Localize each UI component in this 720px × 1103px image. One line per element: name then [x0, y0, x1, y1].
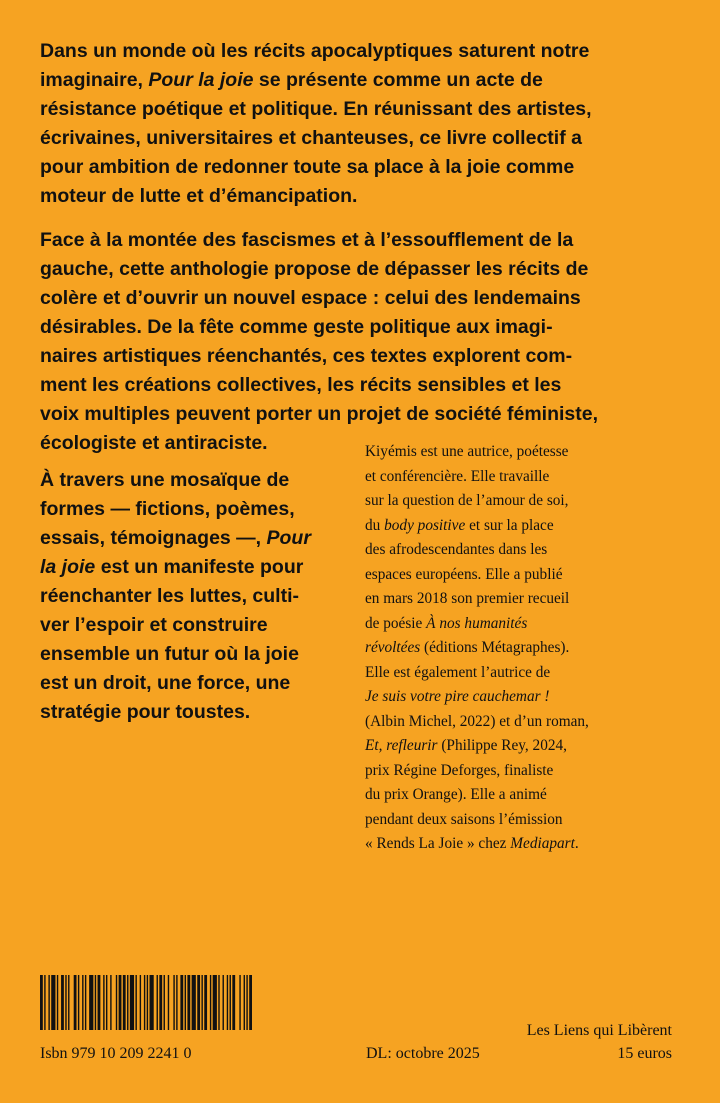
- barcode-bar: [68, 975, 69, 1030]
- barcode-bar: [51, 975, 55, 1030]
- text-line: ment les créations collectives, les récits sensibles et les: [40, 374, 562, 396]
- author-biography: [365, 440, 685, 857]
- italic-title: body positive: [384, 516, 466, 534]
- barcode-bar: [65, 975, 66, 1030]
- barcode-bar: [135, 975, 136, 1030]
- italic-title: Pour la joie: [148, 69, 254, 91]
- barcode-bar: [232, 975, 235, 1030]
- italic-title: Je suis votre pire cauchemar !: [365, 688, 550, 705]
- barcode-bar: [130, 975, 134, 1030]
- barcode-bar: [187, 975, 190, 1030]
- text-line: Face à la montée des fascismes et à l’essoufflement de la: [40, 229, 574, 251]
- text-line: ensemble un futur où la joie: [40, 643, 299, 665]
- text-line: voix multiples peuvent porter un projet de société féministe,: [40, 403, 599, 425]
- barcode-bar: [164, 975, 165, 1030]
- text-line: révoltées (éditions Métagraphes).: [365, 639, 570, 656]
- paragraph-conclusion: [40, 466, 340, 727]
- text-line: écologiste et antiraciste.: [40, 432, 268, 454]
- barcode-bar: [127, 975, 128, 1030]
- text-line: Et, refleurir (Philippe Rey, 2024,: [365, 737, 567, 754]
- text-line: et conférencière. Elle travaille: [365, 467, 550, 485]
- text-line: désirables. De la fête comme geste politique aux imagi-: [40, 316, 553, 338]
- barcode-bar: [239, 975, 240, 1030]
- text-line: en mars 2018 son premier recueil: [365, 590, 570, 607]
- barcode-bar: [180, 975, 183, 1030]
- barcode-bar: [85, 975, 86, 1030]
- barcode-bar: [61, 975, 64, 1030]
- text-line: Kiyémis est une autrice, poétesse: [365, 443, 569, 460]
- paragraph-context: [40, 226, 680, 458]
- text-line: du prix Orange). Elle a animé: [365, 786, 547, 803]
- text-line: stratégie pour toustes.: [40, 701, 251, 723]
- barcode-bar: [48, 975, 49, 1030]
- italic-title: Et, refleurir: [365, 737, 438, 754]
- text-line: colère et d’ouvrir un nouvel espace : celui des lendemains: [40, 287, 581, 309]
- barcode-bar: [57, 975, 58, 1030]
- barcode-bar: [78, 975, 79, 1030]
- italic-title: À nos humanités: [426, 614, 528, 632]
- text-line: de poésie À nos humanités: [365, 614, 528, 632]
- barcode-bar: [95, 975, 96, 1030]
- text-line: espaces européens. Elle a publié: [365, 565, 563, 583]
- barcode-bar: [204, 975, 207, 1030]
- isbn-number: Isbn 979 10 209 2241 0: [40, 1045, 192, 1062]
- barcode-bar: [173, 975, 174, 1030]
- text-line: gauche, cette anthologie propose de dépasser les récits de: [40, 258, 589, 280]
- barcode-bar: [185, 975, 186, 1030]
- text-line: pendant deux saisons l’émission: [365, 810, 563, 828]
- italic-title: Mediapart: [510, 835, 575, 852]
- barcode-bar: [140, 975, 141, 1030]
- text-line: la joie est un manifeste pour: [40, 556, 304, 578]
- barcode-bar: [103, 975, 104, 1030]
- barcode-bar: [40, 975, 43, 1030]
- text-line: est un droit, une force, une: [40, 672, 291, 694]
- barcode-bar: [230, 975, 231, 1030]
- text-line: pour ambition de redonner toute sa place à la joie comme: [40, 156, 575, 178]
- publisher-name: Les Liens qui Libèrent: [526, 1022, 672, 1039]
- barcode-bar: [244, 975, 245, 1030]
- barcode-bar: [249, 975, 252, 1030]
- text-line: prix Régine Deforges, finaliste: [365, 761, 554, 779]
- text-line: imaginaire, Pour la joie se présente comme un acte de: [40, 69, 543, 91]
- barcode-bar: [192, 975, 196, 1030]
- text-line: « Rends La Joie » chez Mediapart.: [365, 835, 579, 852]
- text-line: des afrodescendantes dans les: [365, 541, 548, 558]
- barcode-bar: [159, 975, 162, 1030]
- barcode-bar: [119, 975, 122, 1030]
- text-line: Elle est également l’autrice de: [365, 663, 551, 681]
- barcode-bar: [147, 975, 148, 1030]
- barcode-bar: [144, 975, 145, 1030]
- barcode-bar: [123, 975, 126, 1030]
- text-line: (Albin Michel, 2022) et d’un roman,: [365, 712, 589, 730]
- barcode-bar: [176, 975, 177, 1030]
- text-line: sur la question de l’amour de soi,: [365, 492, 569, 509]
- barcode-bar: [150, 975, 154, 1030]
- text-line: formes — fictions, poèmes,: [40, 498, 295, 520]
- barcode-bar: [110, 975, 111, 1030]
- text-line: moteur de lutte et d’émancipation.: [40, 185, 358, 207]
- barcode-bar: [223, 975, 224, 1030]
- barcode-bar: [82, 975, 83, 1030]
- text-line: du body positive et sur la place: [365, 516, 554, 534]
- barcode-bar: [227, 975, 228, 1030]
- barcode-bar: [116, 975, 117, 1030]
- barcode-bar: [213, 975, 217, 1030]
- barcode-bar: [98, 975, 101, 1030]
- text-line: ver l’espoir et construire: [40, 614, 268, 636]
- barcode-bar: [74, 975, 77, 1030]
- barcode-bar: [210, 975, 211, 1030]
- price: 15 euros: [617, 1045, 672, 1062]
- barcode: [40, 975, 252, 1030]
- text-line: réenchanter les luttes, culti-: [40, 585, 299, 607]
- barcode-bar: [44, 975, 45, 1030]
- legal-deposit: DL: octobre 2025: [366, 1045, 480, 1062]
- italic-title: révoltées: [365, 639, 421, 656]
- barcode-bar: [89, 975, 93, 1030]
- italic-title: la joie: [40, 556, 96, 578]
- text-line: [365, 685, 685, 710]
- text-line: résistance poétique et politique. En réunissant des artistes,: [40, 98, 592, 120]
- barcode-bar: [157, 975, 158, 1030]
- barcode-bar: [218, 975, 219, 1030]
- barcode-bar: [197, 975, 200, 1030]
- barcode-bar: [201, 975, 202, 1030]
- italic-title: Pour: [266, 527, 311, 549]
- text-line: naires artistiques réenchantés, ces textes explorent com-: [40, 345, 573, 367]
- barcode-bar: [106, 975, 107, 1030]
- text-line: Dans un monde où les récits apocalyptiques saturent notre: [40, 40, 590, 62]
- barcode-bar: [168, 975, 169, 1030]
- text-line: écrivaines, universitaires et chanteuses, ce livre collectif a: [40, 127, 582, 149]
- paragraph-intro: [40, 37, 680, 211]
- text-line: essais, témoignages —, Pour: [40, 527, 311, 549]
- text-line: À travers une mosaïque de: [40, 469, 290, 491]
- barcode-bar: [246, 975, 247, 1030]
